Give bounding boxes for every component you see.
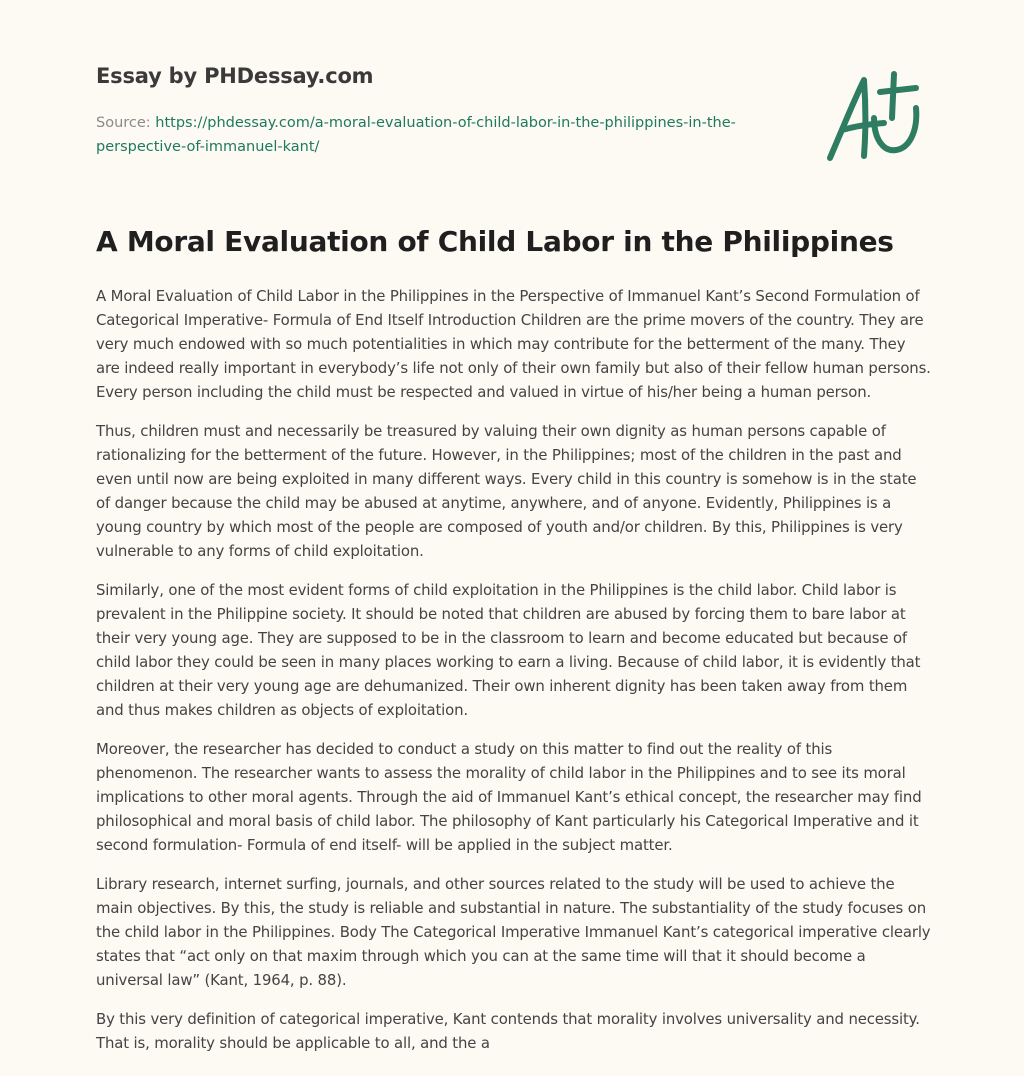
article-body — [96, 284, 932, 1070]
a-plus-grade-icon — [820, 68, 930, 168]
source-label: Source: — [96, 115, 156, 131]
site-brand: Essay by PHDessay.com — [96, 64, 374, 88]
source-link[interactable]: https://phdessay.com/a-moral-evaluation-of-child-labor-in-the-philippines-in-the-perspective-of-immanuel-kant/ — [96, 115, 736, 155]
paragraph: Thus, children must and necessarily be treasured by valuing their own dignity as human persons capable of rationalizing for the betterment of the future. However, in the Philippines; most of the children in the past and even until now are being exploited in many different ways. Every child in this country is somehow is in the state of danger because the child may be abused at anytime, anywhere, and of anyone. Evidently, Philippines is a young country by which most of the people are composed of youth and/or children. By this, Philippines is very vulnerable to any forms of child exploitation. — [96, 422, 917, 560]
article-title: A Moral Evaluation of Child Labor in the Philippines — [96, 225, 894, 258]
source-line — [96, 111, 746, 159]
paragraph: A Moral Evaluation of Child Labor in the Philippines in the Perspective of Immanuel Kant’s Second Formulation of Categorical Imperative- Formula of End Itself Introduction Children are the prime movers of the country. They are very much endowed with so much potentialities in which may contribute for the betterment of the many. They are indeed really important in everybody’s life not only of their own family but also of their fellow human persons. Every person including the child must be respected and valued in virtue of his/her being a human person. — [96, 287, 931, 401]
paragraph: Moreover, the researcher has decided to conduct a study on this matter to find out the reality of this phenomenon. The researcher wants to assess the morality of child labor in the Philippines and to see its moral implications to other moral agents. Through the aid of Immanuel Kant’s ethical concept, the researcher may find philosophical and moral basis of child labor. The philosophy of Kant particularly his Categorical Imperative and it second formulation- Formula of end itself- will be applied in the subject matter. — [96, 740, 922, 854]
paragraph: Similarly, one of the most evident forms of child exploitation in the Philippines is the child labor. Child labor is prevalent in the Philippine society. It should be noted that children are abused by forcing them to bare labor at their very young age. They are supposed to be in the classroom to learn and become educated but because of child labor they could be seen in many places working to earn a living. Because of child labor, it is evidently that children at their very young age are dehumanized. Their own inherent dignity has been taken away from them and thus makes children as objects of exploitation. — [96, 581, 921, 719]
paragraph: By this very definition of categorical imperative, Kant contends that morality involves universality and necessity. That is, morality should be applicable to all, and the a — [96, 1010, 920, 1052]
paragraph: Library research, internet surfing, journals, and other sources related to the study will be used to achieve the main objectives. By this, the study is reliable and substantial in nature. The substantiality of the study focuses on the child labor in the Philippines. Body The Categorical Imperative Immanuel Kant’s categorical imperative clearly states that “act only on that maxim through which you can at the same time will that it should become a universal law” (Kant, 1964, p. 88). — [96, 875, 931, 989]
